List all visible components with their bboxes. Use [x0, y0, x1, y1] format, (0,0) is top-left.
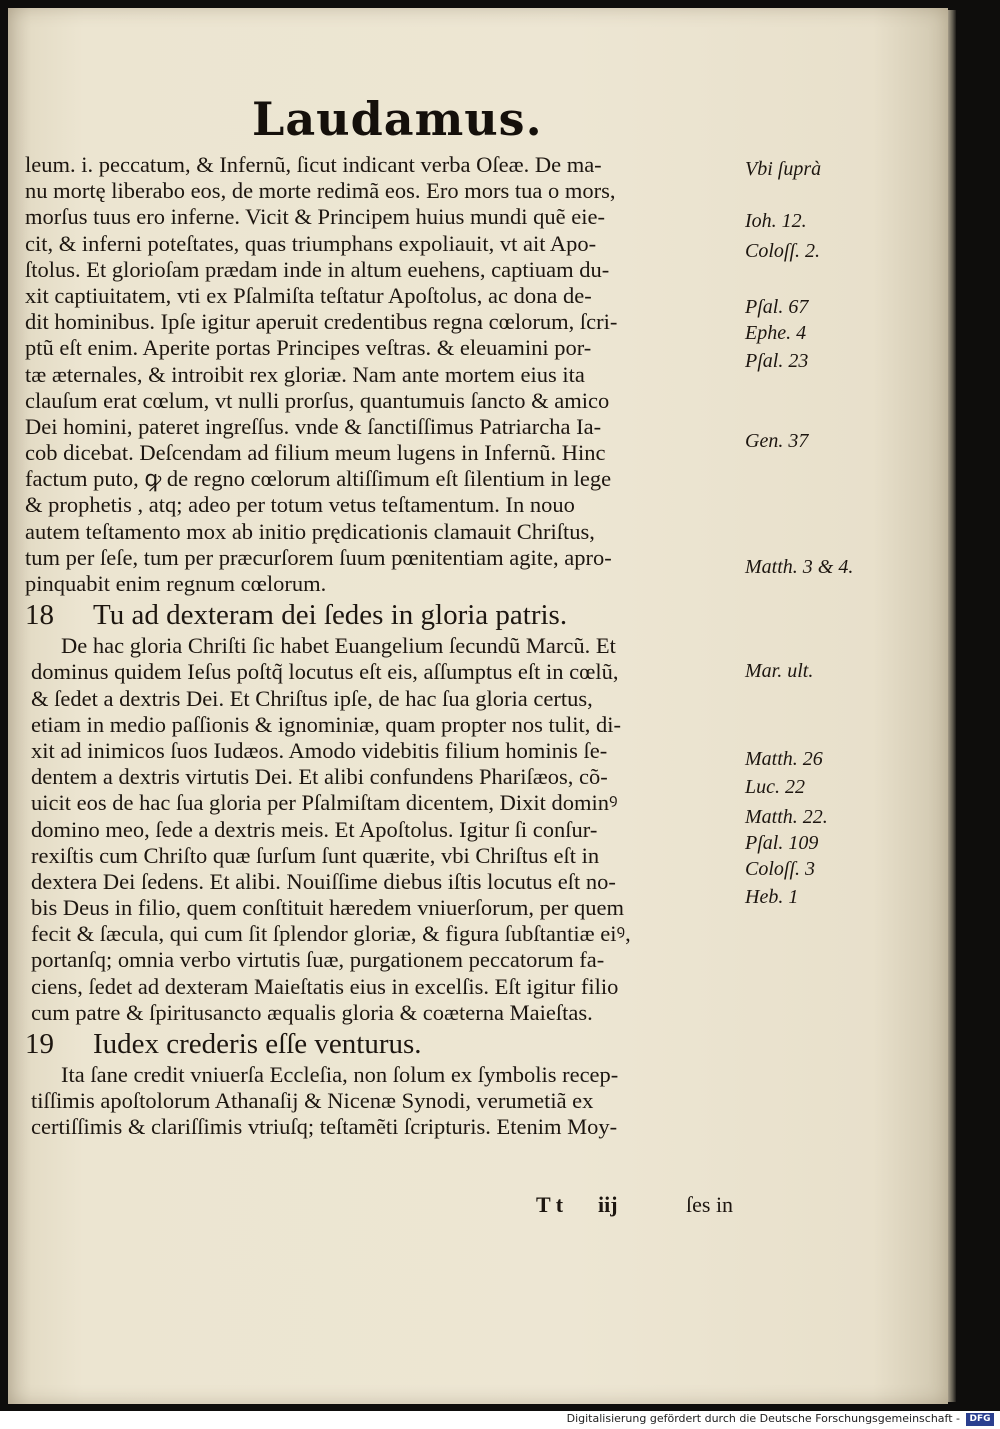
- margin-note: Ioh. 12.: [745, 210, 807, 232]
- footer-bar: [0, 1411, 1000, 1429]
- signature-mark: T t: [536, 1192, 564, 1217]
- margin-note: Coloſſ. 3: [745, 858, 816, 880]
- text-line: bis Deus in filio, quem conſtituit hæredem vniuerſorum, per quem: [31, 895, 625, 921]
- verse-number: 18: [25, 599, 54, 632]
- text-line: ptũ eſt enim. Aperite portas Principes veſtras. & eleuamini por-: [25, 335, 592, 361]
- text-line: leum. i. peccatum, & Infernũ, ſicut indicant verba Oſeæ. De ma-: [25, 152, 602, 177]
- text-line: clauſum erat cœlum, vt nulli prorſus, quantumuis ſancto & amico: [25, 387, 610, 413]
- verse-number: 19: [25, 1028, 54, 1060]
- folio-number: iij: [598, 1192, 618, 1217]
- text-line: pinquabit enim regnum cœlorum.: [25, 571, 327, 596]
- main-text: [25, 152, 740, 1141]
- margin-note: Gen. 37: [745, 430, 809, 452]
- margin-note: Coloſſ. 2.: [745, 240, 821, 262]
- text-line: tiſſimis apoſtolorum Athanaſij & Nicenæ Synodi, verumetiã ex: [31, 1088, 594, 1114]
- margin-note: Matth. 22.: [745, 806, 828, 828]
- text-line: Dei homini, pateret ingreſſus. vnde & ſanctiſſimus Patriarcha Ia-: [25, 413, 602, 439]
- text-line: factum puto, ꝙ de regno cœlorum altiſſimum eſt ſilentium in lege: [25, 466, 612, 492]
- text-block-3: [25, 1062, 740, 1141]
- verse-heading-19: [25, 1026, 740, 1062]
- text-line: autem teſtamento mox ab initio prędicationis clamauit Chriſtus,: [25, 518, 595, 544]
- margin-note: Ephe. 4: [745, 322, 807, 344]
- text-line: & ſedet a dextris Dei. Et Chriſtus ipſe, de hac ſua gloria certus,: [31, 685, 593, 711]
- text-line: xit captiuitatem, vti ex Pſalmiſta teſtatur Apoſtolus, ac dona de-: [25, 282, 592, 308]
- verse-text: Tu ad dexteram dei ſedes in gloria patris.: [93, 599, 568, 632]
- text-line: portanſq; omnia verbo virtutis ſuæ, purgationem peccatorum fa-: [31, 947, 605, 973]
- catchword: ſes in: [686, 1192, 734, 1217]
- margin-note: Matth. 26: [745, 748, 823, 770]
- dfg-logo: DFG: [966, 1413, 994, 1426]
- text-line: domino meo, ſede a dextris meis. Et Apoſtolus. Igitur ſi conſur-: [31, 816, 598, 842]
- text-line: De hac gloria Chriſti ſic habet Euangelium ſecundũ Marcũ. Et: [61, 633, 616, 659]
- margin-note: Pſal. 67: [745, 296, 809, 318]
- text-line: xit ad inimicos ſuos Iudæos. Amodo videbitis filium hominis ſe-: [31, 737, 608, 763]
- text-line: dit hominibus. Ipſe igitur aperuit credentibus regna cœlorum, ſcri-: [25, 309, 618, 335]
- text-line: dextera Dei ſedens. Et alibi. Nouiſſime diebus iſtis locutus eſt no-: [31, 868, 616, 894]
- text-line: nu mortę liberabo eos, de morte redimã eos. Ero mors tua o mors,: [25, 178, 616, 204]
- text-line: morſus tuus ero inferne. Vicit & Principem huius mundi quẽ eie-: [25, 204, 606, 230]
- text-block-2: [25, 633, 740, 1026]
- text-block-1: [25, 152, 740, 597]
- verse-heading-18: [25, 597, 740, 633]
- margin-note: Vbi ſuprà: [745, 158, 822, 180]
- running-head: Laudamus.: [252, 92, 543, 146]
- text-line: Ita ſane credit vniuerſa Eccleſia, non ſolum ex ſymbolis recep-: [61, 1062, 619, 1087]
- margin-note: Pſal. 23: [745, 350, 809, 372]
- margin-note: Matth. 3 & 4.: [745, 556, 854, 578]
- text-line: dominus quidem Ieſus poſtq̃ locutus eſt eis, aſſumptus eſt in cœlũ,: [31, 659, 619, 685]
- verse-text: Iudex crederis eſſe venturus.: [93, 1028, 422, 1060]
- text-line: rexiſtis cum Chriſto quæ ſurſum ſunt quærite, vbi Chriſtus eſt in: [31, 842, 600, 868]
- text-line: dentem a dextris virtutis Dei. Et alibi confundens Phariſæos, cõ-: [31, 764, 608, 790]
- margin-note: Pſal. 109: [745, 832, 819, 854]
- funding-credit: Digitalisierung gefördert durch die Deutsche Forschungsgemeinschaft -: [566, 1412, 960, 1425]
- text-line: cob dicebat. Deſcendam ad filium meum lugens in Infernũ. Hinc: [25, 440, 606, 466]
- text-line: ciens, ſedet ad dexteram Maieſtatis eius in excelſis. Eſt igitur filio: [31, 973, 619, 999]
- text-line: ſtolus. Et glorioſam prædam inde in altum euehens, captiuam du-: [25, 256, 610, 282]
- text-line: cit, & inferni poteſtates, quas triumphans expoliauit, vt ait Apo-: [25, 230, 597, 256]
- text-line: cum patre & ſpiritusancto æqualis gloria & coæterna Maieſtas.: [31, 999, 593, 1025]
- margin-note: Luc. 22: [745, 776, 805, 798]
- text-line: certiſſimis & clariſſimis vtriuſq; teſtamẽti ſcripturis. Etenim Moy-: [31, 1114, 618, 1140]
- text-line: & prophetis , atq; adeo per totum vetus teſtamentum. In nouo: [25, 492, 575, 518]
- text-line: tæ æternales, & introibit rex gloriæ. Nam ante mortem eius ita: [25, 361, 585, 387]
- text-line: tum per ſeſe, tum per præcurſorem ſuum pœnitentiam agite, apro-: [25, 544, 612, 570]
- text-line: fecit & ſæcula, qui cum ſit ſplendor gloriæ, & figura ſubſtantiæ eiꝰ,: [31, 921, 631, 947]
- margin-note: Heb. 1: [745, 886, 799, 908]
- page-edge: [948, 10, 956, 1402]
- text-line: uicit eos de hac ſua gloria per Pſalmiſtam dicentem, Dixit dominꝰ: [31, 790, 618, 816]
- text-line: etiam in medio paſſionis & ignominiæ, quam propter nos tulit, di-: [31, 711, 621, 737]
- margin-note: Mar. ult.: [745, 660, 814, 682]
